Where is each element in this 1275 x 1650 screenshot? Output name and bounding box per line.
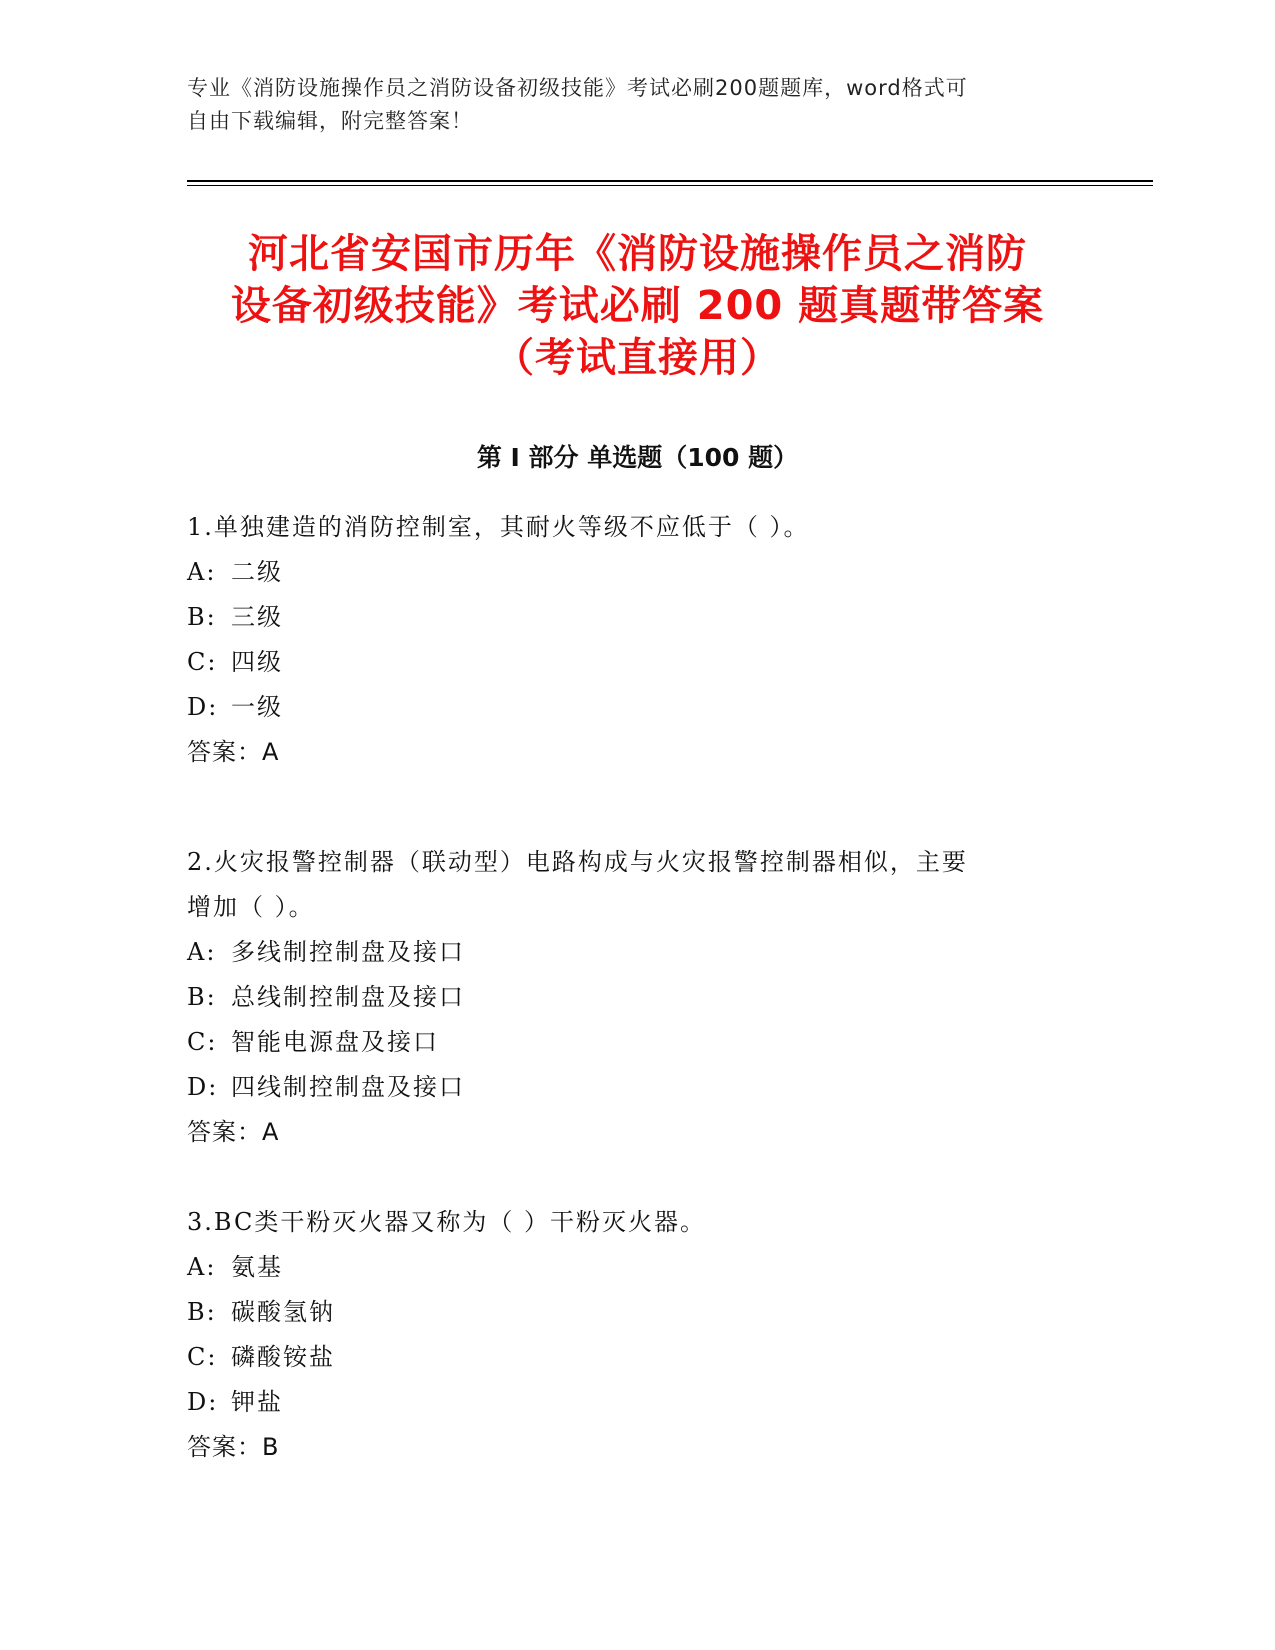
- option-text: 钾盐: [231, 1388, 283, 1416]
- option-a: [187, 930, 1067, 975]
- option-a: [187, 550, 1067, 595]
- option-letter: B:: [187, 983, 217, 1011]
- option-text: 智能电源盘及接口: [231, 1028, 439, 1056]
- answer: 答案：A: [187, 1118, 280, 1146]
- option-text: 氨基: [231, 1253, 283, 1281]
- option-letter: B:: [187, 603, 217, 631]
- question-1: [187, 505, 1067, 775]
- header-note: [187, 72, 1067, 138]
- option-text: 总线制控制盘及接口: [231, 983, 465, 1011]
- option-letter: B:: [187, 1298, 217, 1326]
- option-letter: D:: [187, 693, 219, 721]
- question-2: [187, 840, 1067, 1155]
- option-a: [187, 1245, 1067, 1290]
- document-title-line-2: 设备初级技能》考试必刷 200 题真题带答案: [230, 283, 1045, 329]
- header-divider-thin: [187, 185, 1153, 186]
- header-note-line-1: 专业《消防设施操作员之消防设备初级技能》考试必刷200题题库，word格式可: [187, 76, 968, 100]
- document-title-line-1: 河北省安国市历年《消防设施操作员之消防: [248, 231, 1027, 277]
- option-b: [187, 1290, 1067, 1335]
- section-heading: 第 I 部分 单选题（100 题）: [476, 443, 799, 472]
- option-b: [187, 595, 1067, 640]
- question-3: [187, 1200, 1067, 1470]
- answer: 答案：B: [187, 1433, 280, 1461]
- option-letter: A:: [187, 558, 217, 586]
- question-stem: 2.火灾报警控制器（联动型）电路构成与火灾报警控制器相似，主要: [187, 848, 968, 876]
- option-text: 一级: [231, 693, 283, 721]
- option-text: 碳酸氢钠: [231, 1298, 335, 1326]
- question-stem: 3.BC类干粉灭火器又称为（ ）干粉灭火器。: [187, 1208, 706, 1236]
- option-d: [187, 1380, 1067, 1425]
- option-letter: A:: [187, 938, 217, 966]
- option-b: [187, 975, 1067, 1020]
- option-text: 四级: [231, 648, 283, 676]
- option-d: [187, 685, 1067, 730]
- option-c: [187, 1335, 1067, 1380]
- option-text: 四线制控制盘及接口: [231, 1073, 465, 1101]
- option-c: [187, 1020, 1067, 1065]
- answer: 答案：A: [187, 738, 280, 766]
- header-note-line-2: 自由下载编辑，附完整答案！: [187, 109, 473, 133]
- option-text: 磷酸铵盐: [231, 1343, 335, 1371]
- option-text: 多线制控制盘及接口: [231, 938, 465, 966]
- header-divider-thick: [187, 180, 1153, 182]
- option-letter: A:: [187, 1253, 217, 1281]
- option-text: 三级: [231, 603, 283, 631]
- question-stem: 1.单独建造的消防控制室，其耐火等级不应低于（ ）。: [187, 513, 810, 541]
- option-text: 二级: [231, 558, 283, 586]
- option-letter: C:: [187, 1028, 218, 1056]
- option-letter: C:: [187, 1343, 218, 1371]
- option-d: [187, 1065, 1067, 1110]
- document-title: [150, 228, 1125, 384]
- document-title-line-3: （考试直接用）: [494, 335, 781, 381]
- option-letter: D:: [187, 1388, 219, 1416]
- option-letter: D:: [187, 1073, 219, 1101]
- option-letter: C:: [187, 648, 218, 676]
- question-stem-continued: 增加（ ）。: [187, 893, 315, 921]
- option-c: [187, 640, 1067, 685]
